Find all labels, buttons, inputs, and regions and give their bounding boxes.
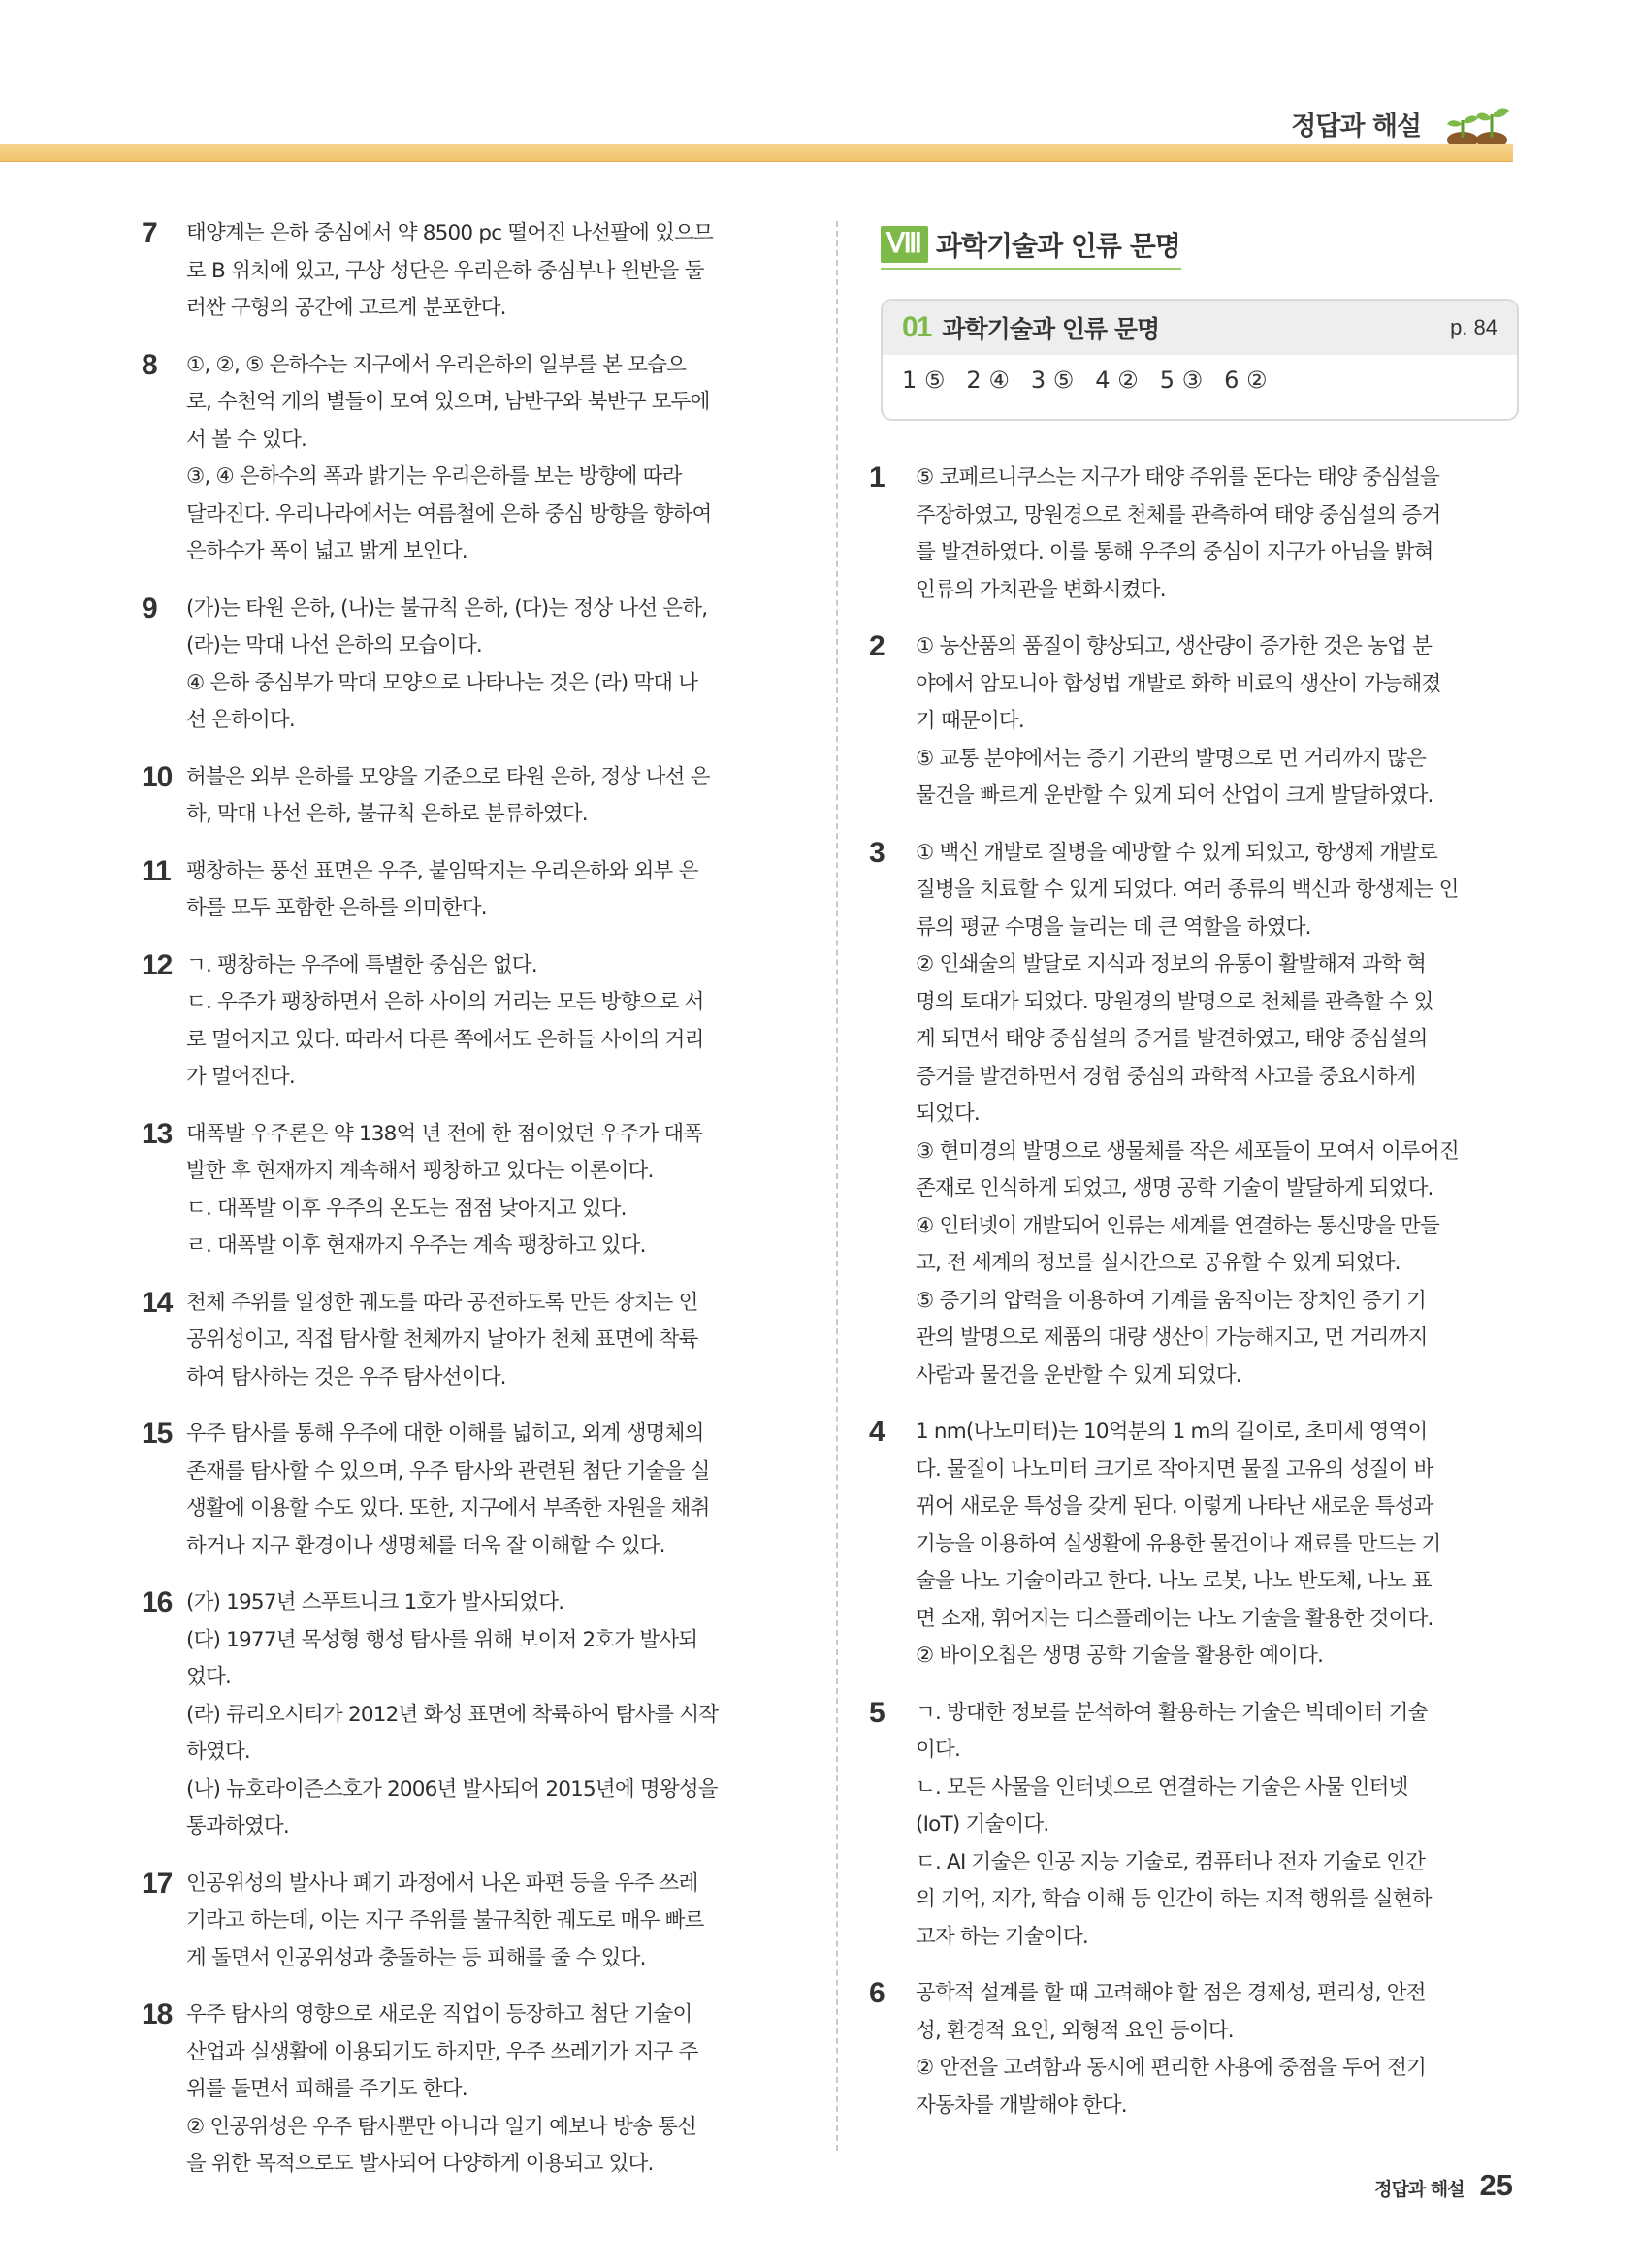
explanation-line: 하였다. (186, 1740, 250, 1764)
explanation-line: 물건을 빠르게 운반할 수 있게 되어 산업이 크게 발달하였다. (916, 783, 1433, 808)
explanation-line: 로 멀어지고 있다. 따라서 다른 쪽에서도 은하들 사이의 거리 (186, 1027, 704, 1052)
explanation-line: 천체 주위를 일정한 궤도를 따라 공전하도록 만든 장치는 인 (186, 1290, 698, 1315)
explanation-line: 러싼 구형의 공간에 고르게 분포한다. (186, 296, 506, 320)
question-number: 12 (142, 948, 173, 981)
explanation-line: ㄷ. 대폭발 이후 우주의 온도는 점점 낮아지고 있다. (186, 1196, 627, 1221)
question-explanation (916, 1975, 1519, 2124)
question-item (869, 628, 1519, 815)
question-explanation (916, 1695, 1519, 1957)
question-item (142, 347, 795, 571)
question-number: 17 (142, 1867, 173, 1900)
question-number: 8 (142, 348, 157, 381)
explanation-line: 공위성이고, 직접 탐사할 천체까지 날아가 천체 표면에 착륙 (186, 1327, 698, 1352)
explanation-line: 하여 탐사하는 것은 우주 탐사선이다. (186, 1364, 506, 1390)
explanation-line: 하거나 지구 환경이나 생명체를 더욱 잘 이해할 수 있다. (186, 1533, 665, 1558)
explanation-line: 뀌어 새로운 특성을 갖게 된다. 이렇게 나타난 새로운 특성과 (916, 1494, 1433, 1518)
question-number: 4 (869, 1416, 885, 1448)
explanation-line: 1 nm(나노미터)는 10억분의 1 m의 길이로, 초미세 영역이 (916, 1420, 1428, 1444)
explanation-line: ② 인쇄술의 발달로 지식과 정보의 유통이 활발해져 과학 혁 (916, 952, 1427, 976)
explanation-line: 게 되면서 태양 중심설의 증거를 발견하였고, 태양 중심설의 (916, 1027, 1428, 1051)
explanation-line: (다) 1977년 목성형 행성 탐사를 위해 보이저 2호가 발사되 (186, 1627, 698, 1652)
answer-item: 5 ③ (1159, 367, 1204, 394)
right-column (869, 215, 1519, 2144)
explanation-line: 의 기억, 지각, 학습 이해 등 인간이 하는 지적 행위를 실현하 (916, 1887, 1432, 1911)
question-item (869, 835, 1519, 1395)
question-item (142, 947, 795, 1097)
explanation-line: 우주 탐사를 통해 우주에 대한 이해를 넓히고, 외계 생명체의 (186, 1421, 704, 1446)
question-explanation (186, 1996, 795, 2184)
explanation-line: (가) 1957년 스푸트니크 1호가 발사되었다. (186, 1590, 564, 1614)
question-item (869, 1695, 1519, 1957)
section-number: 01 (902, 311, 931, 343)
explanation-line: 주장하였고, 망원경으로 천체를 관측하여 태양 중심설의 증거 (916, 502, 1441, 527)
explanation-line: 선 은하이다. (186, 708, 295, 732)
question-number: 18 (142, 1998, 173, 2030)
explanation-line: ㄴ. 모든 사물을 인터넷으로 연결하는 기술은 사물 인터넷 (916, 1774, 1408, 1800)
explanation-line: 하, 막대 나선 은하, 불규칙 은하로 분류하였다. (186, 802, 588, 826)
question-number: 6 (869, 1977, 885, 2009)
explanation-line: 다. 물질이 나노미터 크기로 작아지면 물질 고유의 성질이 바 (916, 1456, 1433, 1482)
explanation-line: 우주 탐사의 영향으로 새로운 직업이 등장하고 첨단 기술이 (186, 2002, 692, 2027)
explanation-line: ㄹ. 대폭발 이후 현재까지 우주는 계속 팽창하고 있다. (186, 1233, 646, 1258)
left-column (142, 215, 795, 2203)
explanation-line: 술을 나노 기술이라고 한다. 나노 로봇, 나노 반도체, 나노 표 (916, 1569, 1432, 1593)
explanation-line: 태양계는 은하 중심에서 약 8500 pc 떨어진 나선팔에 있으므 (186, 221, 714, 245)
answer-item: 6 ② (1224, 367, 1268, 394)
answer-item: 2 ④ (966, 367, 1010, 394)
question-explanation (186, 1866, 795, 1978)
explanation-line: (라)는 막대 나선 은하의 모습이다. (186, 633, 482, 657)
explanation-line: 관의 발명으로 제품의 대량 생산이 가능해지고, 먼 거리까지 (916, 1326, 1428, 1350)
explanation-line: 기능을 이용하여 실생활에 유용한 물건이나 재료를 만드는 기 (916, 1531, 1441, 1556)
explanation-line: 팽창하는 풍선 표면은 우주, 붙임딱지는 우리은하와 외부 은 (186, 858, 698, 883)
explanation-line: 사람과 물건을 운반할 수 있게 되었다. (916, 1362, 1241, 1388)
explanation-line: 성, 환경적 요인, 외형적 요인 등이다. (916, 2018, 1234, 2043)
question-number: 9 (142, 591, 157, 624)
question-number: 11 (142, 854, 171, 887)
footer (1374, 2168, 1513, 2203)
explanation-line: 로 B 위치에 있고, 구상 성단은 우리은하 중심부나 원반을 둘 (186, 258, 704, 283)
explanation-line: 은하수가 폭이 넓고 밝게 보인다. (186, 539, 467, 563)
explanation-line: 대폭발 우주론은 약 138억 년 전에 한 점이었던 우주가 대폭 (186, 1121, 703, 1146)
answer-item: 1 ⑤ (902, 367, 946, 394)
question-explanation (186, 1116, 795, 1265)
answer-item: 4 ② (1095, 367, 1139, 394)
explanation-line: ⑤ 증기의 압력을 이용하여 기계를 움직이는 장치인 증기 기 (916, 1288, 1427, 1313)
explanation-line: ④ 은하 중심부가 막대 모양으로 나타나는 것은 (라) 막대 나 (186, 670, 698, 695)
question-explanation (186, 215, 795, 328)
explanation-line: ④ 인터넷이 개발되어 인류는 세계를 연결하는 통신망을 만들 (916, 1213, 1439, 1238)
explanation-line: 통과하였다. (186, 1814, 289, 1838)
explanation-line: 이다. (916, 1738, 960, 1762)
chapter-title: 과학기술과 인류 문명 (935, 230, 1180, 262)
explanation-line: 자동차를 개발해야 한다. (916, 2092, 1127, 2118)
explanation-line: 기 때문이다. (916, 709, 1024, 733)
explanation-line: 증거를 발견하면서 경험 중심의 과학적 사고를 중요시하게 (916, 1064, 1416, 1089)
explanation-line: ㄱ. 팽창하는 우주에 특별한 중심은 없다. (186, 952, 537, 977)
explanation-line: 고, 전 세계의 정보를 실시간으로 공유할 수 있게 되었다. (916, 1251, 1401, 1275)
explanation-line: 위를 돌면서 피해를 주기도 한다. (186, 2077, 467, 2101)
sprout-icon (1443, 101, 1513, 147)
question-number: 15 (142, 1418, 173, 1450)
chapter-badge: Ⅷ (881, 226, 928, 263)
explanation-line: 면 소재, 휘어지는 디스플레이는 나노 기술을 활용한 것이다. (916, 1606, 1433, 1631)
explanation-line: ② 안전을 고려함과 동시에 편리한 사용에 중점을 두어 전기 (916, 2056, 1427, 2080)
explanation-line: 었다. (186, 1665, 231, 1689)
question-item (142, 1866, 795, 1978)
question-number: 10 (142, 760, 173, 793)
question-number: 3 (869, 836, 885, 869)
answer-list (883, 355, 1517, 419)
question-number: 1 (869, 462, 885, 494)
explanation-line: ⑤ 교통 분야에서는 증기 기관의 발명으로 먼 거리까지 많은 (916, 746, 1427, 771)
explanation-line: (IoT) 기술이다. (916, 1812, 1049, 1837)
explanation-line: (가)는 타원 은하, (나)는 불규칙 은하, (다)는 정상 나선 은하, (186, 595, 708, 621)
question-item (142, 1285, 795, 1397)
explanation-line: ① 농산품의 품질이 향상되고, 생산량이 증가한 것은 농업 분 (916, 634, 1433, 658)
question-item (142, 1116, 795, 1265)
question-explanation (186, 591, 795, 740)
answer-box-header (883, 301, 1517, 355)
explanation-line: 생활에 이용할 수도 있다. 또한, 지구에서 부족한 자원을 채취 (186, 1496, 710, 1520)
explanation-line: ㄷ. 우주가 팽창하면서 은하 사이의 거리는 모든 방향으로 서 (186, 990, 704, 1014)
question-explanation (916, 460, 1519, 609)
question-number: 16 (142, 1586, 173, 1618)
explanation-line: 을 위한 목적으로도 발사되어 다양하게 이용되고 있다. (186, 2152, 654, 2176)
question-explanation (916, 628, 1519, 815)
question-item (142, 759, 795, 834)
explanation-line: 존재를 탐사할 수 있으며, 우주 탐사와 관련된 첨단 기술을 실 (186, 1458, 710, 1484)
explanation-line: 고자 하는 기술이다. (916, 1924, 1088, 1949)
question-explanation (916, 835, 1519, 1395)
explanation-line: ㄷ. AI 기술은 인공 지능 기술로, 컴퓨터나 전자 기술로 인간 (916, 1849, 1426, 1874)
question-item (142, 591, 795, 740)
explanation-line: 존재로 인식하게 되었고, 생명 공학 기술이 발달하게 되었다. (916, 1176, 1433, 1200)
explanation-line: 달라진다. 우리나라에서는 여름철에 은하 중심 방향을 향하여 (186, 501, 712, 527)
explanation-line: ㄱ. 방대한 정보를 분석하여 활용하는 기술은 빅데이터 기술 (916, 1700, 1428, 1725)
explanation-line: 인공위성의 발사나 폐기 과정에서 나온 파편 등을 우주 쓰레 (186, 1870, 698, 1896)
explanation-line: 를 발견하였다. 이를 통해 우주의 중심이 지구가 아님을 밝혀 (916, 540, 1433, 564)
page-number: 25 (1479, 2168, 1513, 2202)
explanation-line: 명의 토대가 되었다. 망원경의 발명으로 천체를 관측할 수 있 (916, 989, 1433, 1014)
explanation-line: 로, 수천억 개의 별들이 모여 있으며, 남반구와 북반구 모두에 (186, 390, 710, 414)
question-item (869, 1975, 1519, 2124)
explanation-line: 기라고 하는데, 이는 지구 주위를 불규칙한 궤도로 매우 빠르 (186, 1908, 704, 1933)
explanation-line: 서 볼 수 있다. (186, 427, 306, 452)
answer-item: 3 ⑤ (1030, 367, 1075, 394)
question-number: 13 (142, 1117, 173, 1150)
question-item (142, 215, 795, 328)
question-number: 5 (869, 1696, 885, 1729)
question-explanation (186, 1584, 795, 1846)
explanation-line: (나) 뉴호라이즌스호가 2006년 발사되어 2015년에 명왕성을 (186, 1776, 718, 1802)
answer-box (881, 299, 1519, 421)
explanation-line: 가 멀어진다. (186, 1065, 295, 1089)
explanation-line: 야에서 암모니아 합성법 개발로 화학 비료의 생산이 가능해졌 (916, 671, 1441, 696)
question-explanation (186, 1285, 795, 1397)
question-item (142, 1416, 795, 1565)
header-band (0, 144, 1513, 162)
page-reference: p. 84 (1450, 315, 1497, 339)
explanation-line: 질병을 치료할 수 있게 되었다. 여러 종류의 백신과 항생제는 인 (916, 878, 1459, 902)
explanation-line: 하를 모두 포함한 은하를 의미한다. (186, 896, 487, 920)
explanation-line: ② 바이오칩은 생명 공학 기술을 활용한 예이다. (916, 1644, 1324, 1668)
footer-label: 정답과 해설 (1374, 2179, 1465, 2200)
question-number: 14 (142, 1286, 173, 1319)
question-number: 7 (142, 217, 157, 249)
explanation-line: 되었다. (916, 1102, 980, 1126)
explanation-line: ② 인공위성은 우주 탐사뿐만 아니라 일기 예보나 방송 통신 (186, 2114, 697, 2139)
question-item (869, 460, 1519, 609)
question-item (142, 1996, 795, 2184)
question-explanation (186, 947, 795, 1097)
explanation-line: ⑤ 코페르니쿠스는 지구가 태양 주위를 돈다는 태양 중심설을 (916, 465, 1439, 490)
question-item (142, 853, 795, 928)
chapter-heading (881, 221, 1181, 270)
explanation-line: 인류의 가치관을 변화시켰다. (916, 577, 1166, 602)
explanation-line: ①, ②, ⑤ 은하수는 지구에서 우리은하의 일부를 본 모습으 (186, 352, 687, 377)
explanation-line: 류의 평균 수명을 늘리는 데 큰 역할을 하였다. (916, 914, 1311, 940)
explanation-line: ③ 현미경의 발명으로 생물체를 작은 세포들이 모여서 이루어진 (916, 1138, 1459, 1164)
header-title: 정답과 해설 (1291, 112, 1421, 142)
question-explanation (186, 759, 795, 834)
column-divider (836, 221, 838, 2151)
question-explanation (186, 347, 795, 571)
explanation-line: ③, ④ 은하수의 폭과 밝기는 우리은하를 보는 방향에 따라 (186, 464, 682, 489)
explanation-line: 산업과 실생활에 이용되기도 하지만, 우주 쓰레기가 지구 주 (186, 2039, 698, 2064)
question-item (142, 1584, 795, 1846)
right-question-list (869, 460, 1519, 2124)
question-explanation (186, 853, 795, 928)
question-item (869, 1414, 1519, 1676)
question-explanation (916, 1414, 1519, 1676)
explanation-line: ① 백신 개발로 질병을 예방할 수 있게 되었고, 항생제 개발로 (916, 840, 1438, 865)
explanation-line: (라) 큐리오시티가 2012년 화성 표면에 착륙하여 탐사를 시작 (186, 1702, 719, 1727)
question-explanation (186, 1416, 795, 1565)
explanation-line: 발한 후 현재까지 계속해서 팽창하고 있다는 이론이다. (186, 1159, 654, 1183)
explanation-line: 게 돌면서 인공위성과 충돌하는 등 피해를 줄 수 있다. (186, 1945, 646, 1970)
explanation-line: 공학적 설계를 할 때 고려해야 할 점은 경제성, 편리성, 안전 (916, 1981, 1426, 2005)
explanation-line: 허블은 외부 은하를 모양을 기준으로 타원 은하, 정상 나선 은 (186, 764, 710, 789)
section-title: 과학기술과 인류 문명 (942, 315, 1160, 343)
question-number: 2 (869, 630, 885, 662)
